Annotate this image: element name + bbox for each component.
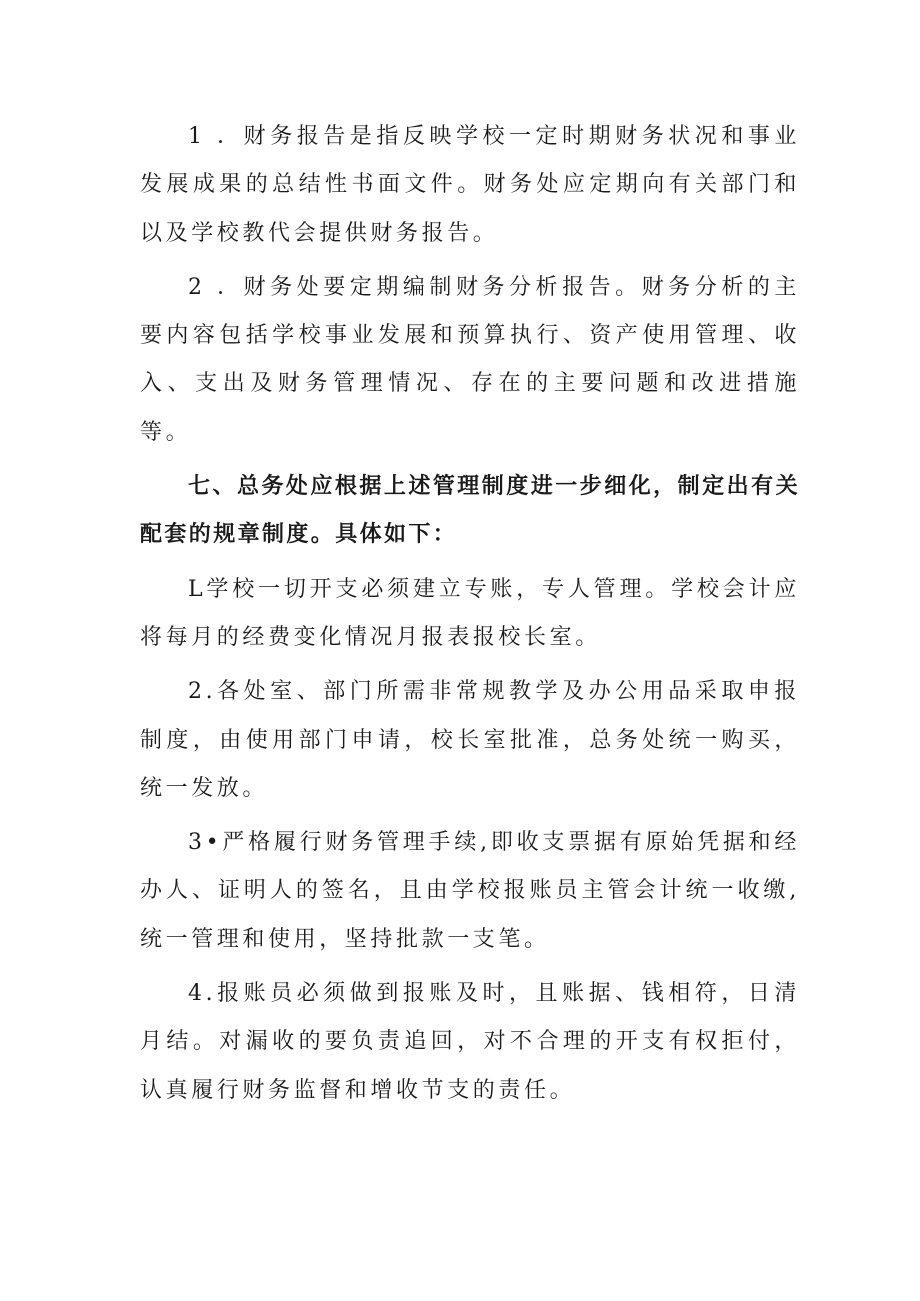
section-heading-general-affairs: 七、总务处应根据上述管理制度进一步细化，制定出有关配套的规章制度。具体如下： (140, 474, 800, 548)
paragraph-financial-analysis: 2 ．财务处要定期编制财务分析报告。财务分析的主要内容包括学校事业发展和预算执行、资产使用管理、收入、支出及财务管理情况、存在的主要问题和改进措施等。 (140, 274, 800, 445)
paragraph-rule-1-accounts: L学校一切开支必须建立专账，专人管理。学校会计应将每月的经费变化情况月报表报校长室。 (140, 576, 800, 650)
paragraph-rule-3-procedures: 3•严格履行财务管理手续,即收支票据有原始凭据和经办人、证明人的签名，且由学校报账员主管会计统一收缴,统一管理和使用，坚持批款一支笔。 (140, 830, 800, 952)
paragraph-rule-4-reimbursement: 4.报账员必须做到报账及时，且账据、钱相符，日清月结。对漏收的要负责追回，对不合理的开支有权拒付，认真履行财务监督和增收节支的责任。 (140, 981, 800, 1103)
paragraph-rule-2-procurement: 2.各处室、部门所需非常规教学及办公用品采取申报制度，由使用部门申请，校长室批准，总务处统一购买，统一发放。 (140, 679, 800, 801)
paragraph-financial-report-definition: 1 ．财务报告是指反映学校一定时期财务状况和事业发展成果的总结性书面文件。财务处应定期向有关部门和以及学校教代会提供财务报告。 (140, 124, 800, 246)
document-page (140, 113, 800, 1121)
